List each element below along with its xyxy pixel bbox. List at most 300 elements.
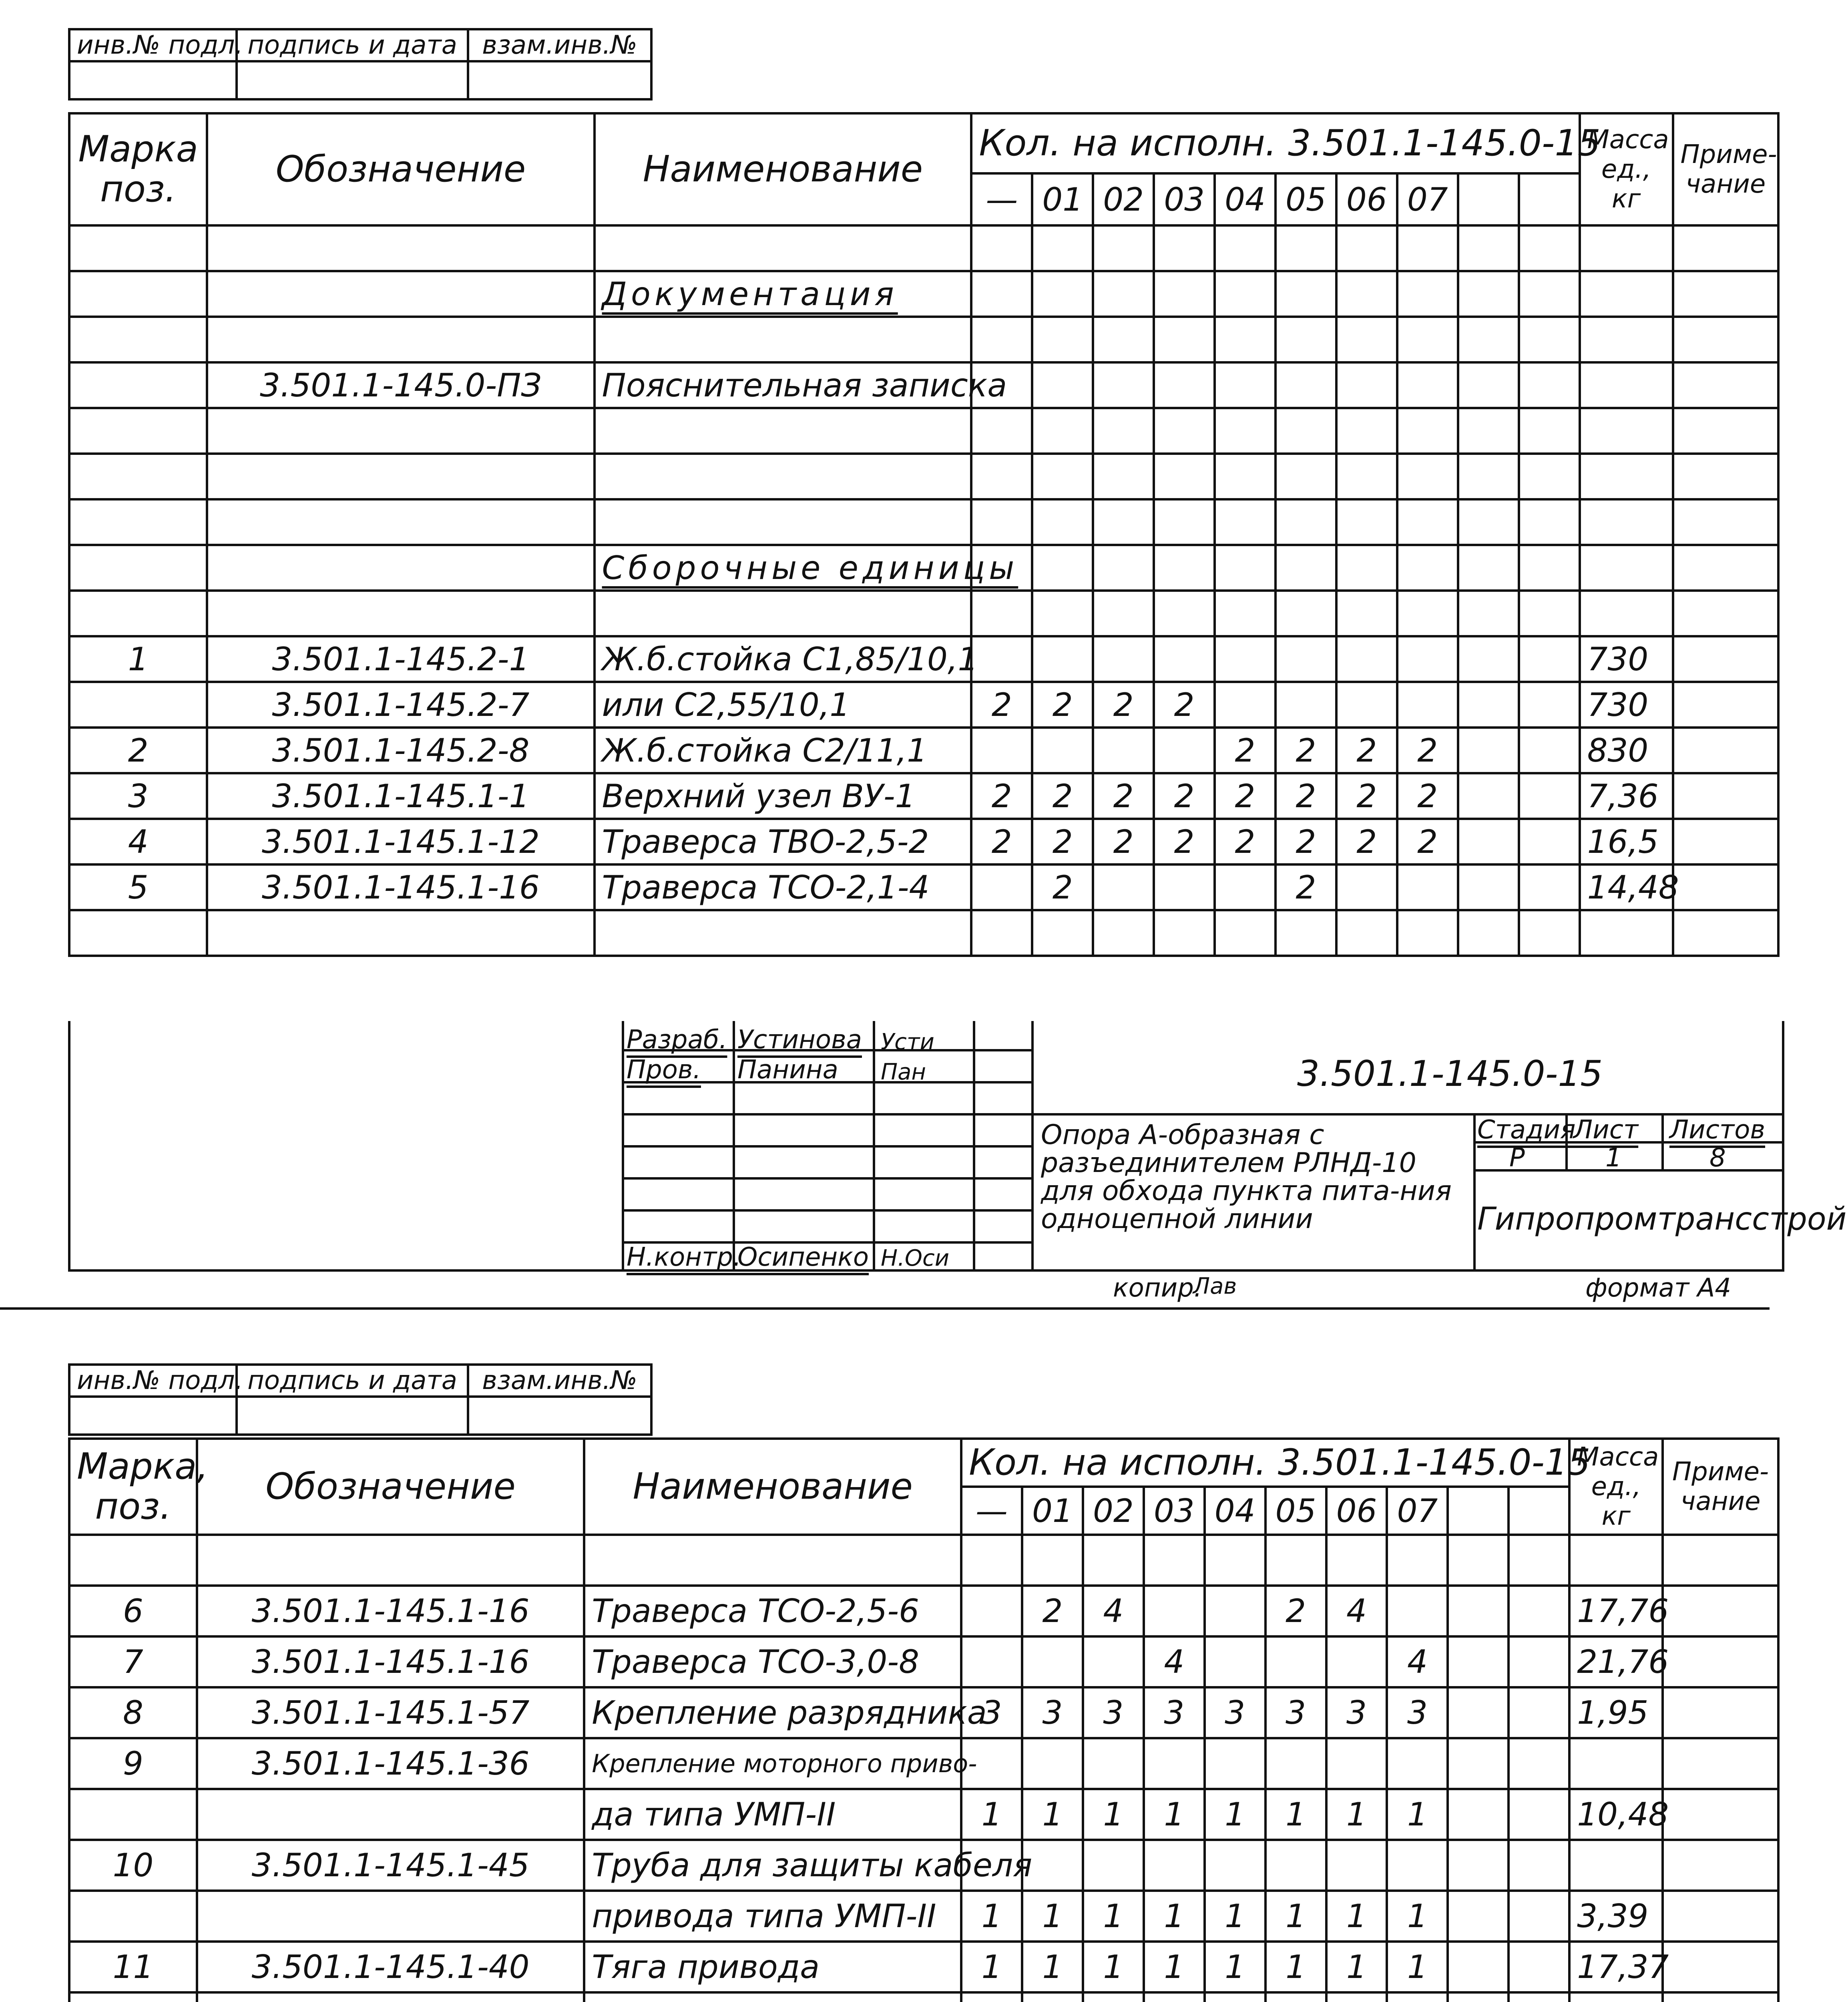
cell-qty: 1	[1326, 1891, 1387, 1942]
cell-note	[1673, 636, 1778, 682]
cell-oboznachenie: 3.501.1-145.1-16	[197, 1636, 584, 1687]
cell-qty: 2	[1397, 728, 1458, 773]
hdr-naimenovanie: Наименование	[584, 1439, 961, 1535]
cell-qty	[1093, 271, 1154, 317]
cell-empty	[1458, 591, 1519, 636]
cell-qty	[1215, 682, 1276, 728]
cell-oboznachenie	[197, 1891, 584, 1942]
cell-poz	[69, 271, 207, 317]
table-row	[69, 1535, 1778, 1586]
cell-qty	[1276, 362, 1336, 408]
cell-qty	[971, 499, 1032, 545]
cell-qty	[1397, 454, 1458, 499]
cell-qty: 2	[1154, 819, 1215, 864]
cell-qty: 1	[961, 1942, 1022, 1992]
cell-qty	[1215, 864, 1276, 910]
cell-naimenovanie: Тяга привода	[584, 1942, 961, 1992]
cell-empty	[1458, 910, 1519, 956]
cell-qty: 1	[1326, 1789, 1387, 1840]
cell-qty	[961, 1586, 1022, 1636]
hdr-prim: Приме-чание	[1673, 113, 1778, 225]
table-row	[69, 1891, 1778, 1942]
cell-qty	[1215, 591, 1276, 636]
cell-naimenovanie: привода типа УМП-II	[584, 1891, 961, 1942]
cell-poz	[69, 1891, 197, 1942]
sheet1-doc-title: Опора А-образная с разъединителем РЛНД-10 для обхода пункта пита-ния одноцепной линии	[1041, 1119, 1452, 1235]
corner-sign-label: подпись и дата	[237, 1365, 468, 1397]
hdr-variant: —	[971, 173, 1032, 225]
cell-qty	[1276, 682, 1336, 728]
cell-empty	[1458, 636, 1519, 682]
cell-qty	[1326, 1636, 1387, 1687]
cell-note	[1673, 682, 1778, 728]
cell-qty	[1336, 225, 1397, 271]
cell-empty	[1519, 636, 1580, 682]
cell-qty	[1397, 408, 1458, 454]
cell-poz	[69, 499, 207, 545]
cell-qty	[1205, 1586, 1265, 1636]
corner-vzam-label: взам.инв.№	[468, 29, 651, 61]
cell-qty	[1397, 864, 1458, 910]
cell-naimenovanie: Ж.б.стойка С2/11,1	[595, 728, 972, 773]
cell-qty	[1022, 1738, 1083, 1789]
cell-qty	[1093, 864, 1154, 910]
cell-qty	[971, 225, 1032, 271]
cell-qty	[1154, 728, 1215, 773]
cell-mass: 1,95	[1569, 1687, 1663, 1738]
cell-qty: 4	[1083, 1586, 1144, 1636]
cell-oboznachenie: 3.501.1-145.1-12	[207, 819, 594, 864]
cell-note	[1673, 317, 1778, 362]
cell-mass: 17,37	[1569, 1942, 1663, 1992]
cell-note	[1673, 271, 1778, 317]
cell-poz	[69, 1535, 197, 1586]
cell-qty	[1276, 545, 1336, 591]
cell-empty	[1519, 545, 1580, 591]
cell-qty	[1093, 408, 1154, 454]
cell-qty: 2	[1265, 1586, 1326, 1636]
cell-oboznachenie	[197, 1535, 584, 1586]
cell-qty	[1215, 545, 1276, 591]
cell-empty	[1509, 1789, 1569, 1840]
cell-qty	[1154, 408, 1215, 454]
cell-mass	[1580, 499, 1673, 545]
cell-qty	[1093, 545, 1154, 591]
cell-poz	[69, 682, 207, 728]
cell-mass: 7,36	[1580, 773, 1673, 819]
cell-oboznachenie	[207, 591, 594, 636]
cell-qty: 4	[1144, 1636, 1205, 1687]
cell-oboznachenie	[207, 910, 594, 956]
cell-qty	[1336, 910, 1397, 956]
cell-qty	[1032, 362, 1093, 408]
sheet2-spec-table	[68, 1437, 1780, 2002]
sheet1-rows	[69, 225, 1778, 956]
cell-note	[1663, 1535, 1778, 1586]
cell-note	[1663, 1891, 1778, 1942]
cell-empty	[1458, 819, 1519, 864]
table-row	[69, 864, 1778, 910]
cell-empty	[1509, 1636, 1569, 1687]
cell-qty: 2	[1397, 773, 1458, 819]
cell-qty	[1276, 317, 1336, 362]
cell-empty	[1458, 773, 1519, 819]
cell-qty: 1	[1265, 1789, 1326, 1840]
cell-mass: 16,5	[1580, 819, 1673, 864]
hdr-variant: 03	[1144, 1487, 1205, 1535]
cell-qty: 4	[1326, 1586, 1387, 1636]
cell-naimenovanie	[595, 454, 972, 499]
cell-qty	[971, 317, 1032, 362]
cell-qty	[1326, 1840, 1387, 1891]
cell-empty	[1509, 1687, 1569, 1738]
cell-note	[1663, 1992, 1778, 2002]
cell-note	[1673, 454, 1778, 499]
cell-mass	[1569, 1535, 1663, 1586]
cell-oboznachenie: 3.501.1-145.2-1	[207, 636, 594, 682]
table-row	[69, 728, 1778, 773]
cell-naimenovanie	[584, 1535, 961, 1586]
table-row	[69, 591, 1778, 636]
cell-qty	[1215, 408, 1276, 454]
cell-qty: 2	[971, 773, 1032, 819]
cell-qty	[971, 408, 1032, 454]
cell-qty: 1	[1022, 1942, 1083, 1992]
cell-qty	[1397, 271, 1458, 317]
corner-sign-label: подпись и дата	[237, 29, 468, 61]
cell-naimenovanie: Документация	[595, 271, 972, 317]
cell-empty	[1448, 1738, 1509, 1789]
cell-naimenovanie: Ж.б.стойка С1,85/10,1	[595, 636, 972, 682]
cell-note	[1663, 1789, 1778, 1840]
cell-qty: 3	[1083, 1687, 1144, 1738]
cell-qty	[1336, 682, 1397, 728]
cell-naimenovanie: Сборочные единицы	[595, 545, 972, 591]
cell-note	[1673, 545, 1778, 591]
hdr-variant: 05	[1265, 1487, 1326, 1535]
list-value: 1	[1605, 1143, 1622, 1173]
cell-qty: 3	[1205, 1687, 1265, 1738]
hdr-marka: Марка поз.	[69, 113, 207, 225]
cell-mass	[1569, 1840, 1663, 1891]
cell-note	[1673, 225, 1778, 271]
cell-note	[1663, 1942, 1778, 1992]
cell-empty	[1448, 1992, 1509, 2002]
cell-mass: 17,76	[1569, 1586, 1663, 1636]
cell-note	[1663, 1840, 1778, 1891]
cell-note	[1673, 408, 1778, 454]
cell-qty	[1022, 1636, 1083, 1687]
cell-qty	[1215, 910, 1276, 956]
hdr-oboznachenie: Обозначение	[197, 1439, 584, 1535]
cell-qty	[961, 1992, 1022, 2002]
hdr-oboznachenie: Обозначение	[207, 113, 594, 225]
sheet1-spec-table	[68, 112, 1780, 957]
cell-mass: 730	[1580, 682, 1673, 728]
cell-note	[1673, 591, 1778, 636]
hdr-variant: 04	[1215, 173, 1276, 225]
cell-qty	[1022, 1992, 1083, 2002]
cell-qty	[1397, 225, 1458, 271]
table-row	[69, 1840, 1778, 1891]
cell-qty: 2	[1215, 728, 1276, 773]
cell-empty	[1458, 225, 1519, 271]
cell-qty	[1397, 591, 1458, 636]
cell-qty	[1093, 317, 1154, 362]
cell-mass	[1580, 225, 1673, 271]
cell-qty	[1093, 591, 1154, 636]
cell-qty	[1215, 499, 1276, 545]
cell-qty	[961, 1636, 1022, 1687]
cell-qty	[1032, 317, 1093, 362]
cell-note	[1673, 910, 1778, 956]
cell-naimenovanie: Траверса ТСО-2,1-4	[595, 864, 972, 910]
cell-qty	[1093, 636, 1154, 682]
cell-empty	[1519, 454, 1580, 499]
cell-qty	[1265, 1840, 1326, 1891]
cell-qty: 2	[1276, 773, 1336, 819]
cell-empty	[1509, 1535, 1569, 1586]
prov-signature: Пан	[881, 1059, 926, 1085]
hdr-variant: 05	[1276, 173, 1336, 225]
table-row	[69, 910, 1778, 956]
cell-qty: 3	[961, 1687, 1022, 1738]
cell-qty: 2	[1032, 819, 1093, 864]
table-row	[69, 773, 1778, 819]
cell-qty	[1205, 1738, 1265, 1789]
hdr-variant: 04	[1205, 1487, 1265, 1535]
cell-poz	[69, 408, 207, 454]
cell-qty	[1215, 454, 1276, 499]
cell-qty	[1032, 591, 1093, 636]
cell-naimenovanie: Траверса ТСО-3,0-8	[584, 1636, 961, 1687]
cell-qty	[1397, 682, 1458, 728]
cell-naimenovanie: или С2,55/10,1	[595, 682, 972, 728]
cell-qty	[1397, 910, 1458, 956]
hdr-variant: 07	[1397, 173, 1458, 225]
cell-empty	[1519, 362, 1580, 408]
cell-qty	[1154, 454, 1215, 499]
cell-qty	[971, 591, 1032, 636]
stadiya-value: Р	[1509, 1143, 1525, 1173]
cell-qty	[1154, 499, 1215, 545]
sheet1-corner-stamp	[68, 28, 653, 101]
nkontr-label: Н.контр.	[627, 1242, 741, 1272]
cell-naimenovanie: да типа УМП-II	[584, 1789, 961, 1840]
nkontr-signature: Н.Оси	[881, 1245, 950, 1271]
cell-qty: 1	[1205, 1891, 1265, 1942]
cell-qty: 2	[1154, 773, 1215, 819]
cell-oboznachenie	[207, 317, 594, 362]
cell-qty: 1	[961, 1789, 1022, 1840]
cell-note	[1663, 1586, 1778, 1636]
cell-qty: 3	[1387, 1687, 1448, 1738]
table-row	[69, 1789, 1778, 1840]
cell-qty	[1387, 1992, 1448, 2002]
sheet2-corner-stamp	[68, 1363, 653, 1436]
cell-qty	[1387, 1840, 1448, 1891]
cell-empty	[1519, 773, 1580, 819]
cell-qty	[1336, 499, 1397, 545]
cell-empty	[1519, 499, 1580, 545]
cell-qty	[1336, 545, 1397, 591]
cell-qty	[1336, 591, 1397, 636]
cell-empty	[1458, 271, 1519, 317]
cell-empty	[1448, 1942, 1509, 1992]
cell-empty	[1519, 728, 1580, 773]
cell-oboznachenie: 3.501.1-145.1-16	[207, 864, 594, 910]
cell-mass	[1569, 1738, 1663, 1789]
cell-empty	[1509, 1738, 1569, 1789]
cell-qty	[1397, 499, 1458, 545]
cell-mass: 10,48	[1569, 1789, 1663, 1840]
table-row	[69, 1738, 1778, 1789]
hdr-variant: 06	[1326, 1487, 1387, 1535]
cell-qty	[1265, 1992, 1326, 2002]
cell-qty	[1215, 362, 1276, 408]
cell-note	[1673, 362, 1778, 408]
table-row	[69, 225, 1778, 271]
cell-qty	[1336, 271, 1397, 317]
table-row	[69, 819, 1778, 864]
cell-qty: 2	[1276, 728, 1336, 773]
cell-poz	[69, 225, 207, 271]
cell-empty	[1448, 1840, 1509, 1891]
cell-empty	[1458, 545, 1519, 591]
table-row	[69, 1687, 1778, 1738]
cell-qty: 2	[1093, 773, 1154, 819]
cell-qty	[1276, 499, 1336, 545]
cell-qty	[1032, 454, 1093, 499]
cell-qty	[1154, 225, 1215, 271]
cell-qty	[1144, 1586, 1205, 1636]
cell-poz: 2	[69, 728, 207, 773]
cell-naimenovanie	[595, 591, 972, 636]
hdr-kol: Кол. на исполн. 3.501.1-145.0-15	[971, 113, 1579, 173]
cell-poz	[69, 317, 207, 362]
cell-qty	[1276, 454, 1336, 499]
cell-qty	[1144, 1535, 1205, 1586]
table-row	[69, 454, 1778, 499]
cell-qty	[1093, 910, 1154, 956]
sheet1-kopir-signature: Лав	[1193, 1273, 1237, 1299]
cell-qty	[1093, 225, 1154, 271]
cell-empty	[1519, 408, 1580, 454]
sheet2-rows	[69, 1535, 1778, 2002]
cell-mass	[1580, 910, 1673, 956]
cell-qty: 1	[1387, 1942, 1448, 1992]
cell-qty: 2	[1215, 819, 1276, 864]
cell-qty	[1205, 1636, 1265, 1687]
cell-qty	[1032, 636, 1093, 682]
cell-oboznachenie: 3.501.1-145.1-16	[197, 1586, 584, 1636]
cell-poz: 6	[69, 1586, 197, 1636]
cell-oboznachenie	[207, 408, 594, 454]
cell-oboznachenie	[207, 271, 594, 317]
cell-qty	[1265, 1636, 1326, 1687]
cell-qty	[1032, 499, 1093, 545]
cell-qty: 1	[1144, 1789, 1205, 1840]
hdr-variant: 06	[1336, 173, 1397, 225]
cell-mass	[1580, 362, 1673, 408]
prov-name: Панина	[737, 1055, 838, 1085]
cell-qty: 2	[1022, 1586, 1083, 1636]
cell-qty	[1215, 225, 1276, 271]
cell-qty: 2	[1336, 819, 1397, 864]
cell-qty: 1	[1326, 1942, 1387, 1992]
cell-qty: 3	[1022, 1687, 1083, 1738]
cell-mass	[1580, 408, 1673, 454]
cell-qty	[1265, 1738, 1326, 1789]
cell-qty	[1326, 1992, 1387, 2002]
table-row	[69, 271, 1778, 317]
cell-oboznachenie	[207, 499, 594, 545]
cell-qty	[1276, 408, 1336, 454]
cell-oboznachenie	[207, 545, 594, 591]
cell-empty	[1458, 362, 1519, 408]
cell-qty	[1154, 271, 1215, 317]
cell-oboznachenie: 3.501.1-145.1-57	[197, 1687, 584, 1738]
cell-empty	[1509, 1891, 1569, 1942]
cell-qty	[1093, 362, 1154, 408]
hdr-variant: 01	[1032, 173, 1093, 225]
cell-poz	[69, 910, 207, 956]
cell-qty	[971, 636, 1032, 682]
cell-empty	[1448, 1891, 1509, 1942]
cell-empty	[1448, 1789, 1509, 1840]
cell-naimenovanie	[595, 317, 972, 362]
cell-qty	[1032, 728, 1093, 773]
listov-label: Листов	[1669, 1115, 1766, 1145]
cell-mass: 14,48	[1580, 864, 1673, 910]
cell-naimenovanie	[595, 408, 972, 454]
cell-qty: 1	[1387, 1891, 1448, 1942]
hdr-naimenovanie: Наименование	[595, 113, 972, 225]
cell-empty	[1448, 1687, 1509, 1738]
cell-qty: 1	[1083, 1789, 1144, 1840]
hdr-prim: Приме-чание	[1663, 1439, 1778, 1535]
cell-naimenovanie	[595, 499, 972, 545]
cell-oboznachenie	[197, 1789, 584, 1840]
cell-naimenovanie: Труба для защиты кабеля	[584, 1840, 961, 1891]
cell-qty: 2	[1032, 773, 1093, 819]
cell-poz	[69, 591, 207, 636]
table-row	[69, 1636, 1778, 1687]
table-row	[69, 408, 1778, 454]
cell-qty	[1205, 1840, 1265, 1891]
cell-qty	[1387, 1738, 1448, 1789]
cell-empty	[1519, 819, 1580, 864]
cell-qty	[1276, 271, 1336, 317]
table-row	[69, 1992, 1778, 2002]
nkontr-name: Осипенко	[737, 1242, 869, 1272]
cell-qty	[1336, 317, 1397, 362]
cell-qty: 2	[1336, 773, 1397, 819]
cell-empty	[1458, 864, 1519, 910]
table-row	[69, 317, 1778, 362]
cell-oboznachenie: 3.501.1-145.1-36	[197, 1738, 584, 1789]
cell-qty: 2	[971, 682, 1032, 728]
cell-qty	[1032, 408, 1093, 454]
cell-qty: 1	[1083, 1891, 1144, 1942]
cell-qty: 2	[1154, 682, 1215, 728]
cell-qty: 1	[1022, 1891, 1083, 1942]
cell-poz: 10	[69, 1840, 197, 1891]
table-row	[69, 499, 1778, 545]
cell-qty	[1022, 1535, 1083, 1586]
cell-note	[1673, 773, 1778, 819]
cell-oboznachenie: 3.501.1-145.1-40	[197, 1942, 584, 1992]
